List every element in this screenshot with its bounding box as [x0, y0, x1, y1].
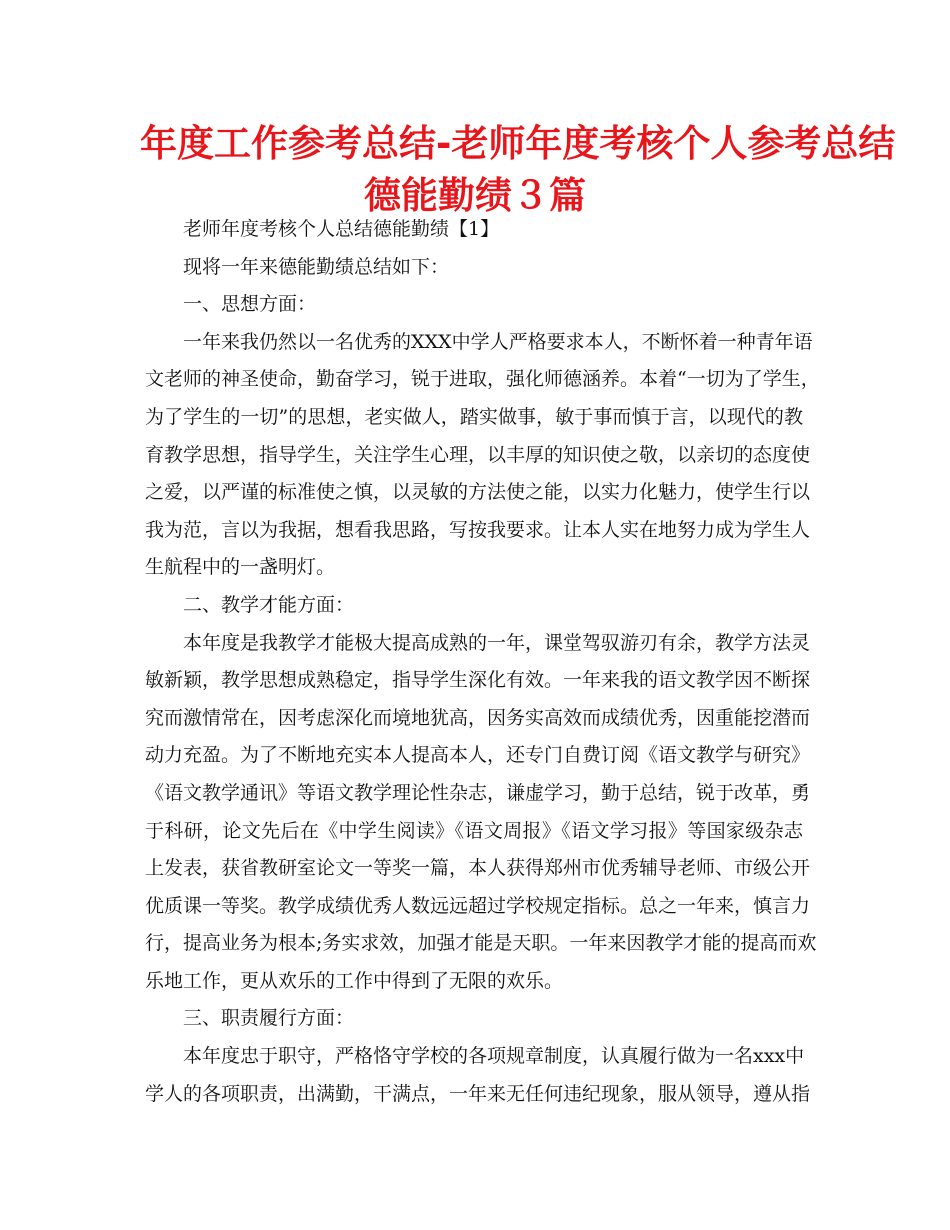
body-paragraph — [145, 1038, 811, 1113]
text-line: 乐地工作，更从欢乐的工作中得到了无限的欢乐。 — [145, 969, 564, 992]
document-body — [145, 211, 820, 1113]
text-line: 一、思想方面： — [183, 293, 317, 316]
text-line: 上发表，获省教研室论文一等奖一篇，本人获得郑州市优秀辅导老师、市级公开 — [145, 857, 811, 880]
text-line: 一年来我仍然以一名优秀的XXX中学人严格要求本人，不断怀着一种青年语 — [183, 330, 813, 353]
text-line: 学人的各项职责，出满勤，干满点，一年来无任何违纪现象，服从领导，遵从指 — [145, 1082, 811, 1105]
title-line: 德能勤绩３篇 — [364, 174, 586, 217]
section-heading — [145, 587, 803, 625]
section-heading — [145, 1000, 803, 1038]
text-line: 二、教学才能方面： — [183, 593, 355, 616]
text-line: 本年度是我教学才能极大提高成熟的一年，课堂驾驭游刃有余，教学方法灵 — [183, 631, 811, 654]
body-paragraph — [145, 324, 820, 587]
text-line: 《语文教学通讯》等语文教学理论性杂志，谦虚学习，勤于总结，锐于改革，勇 — [145, 781, 811, 804]
text-line: 本年度忠于职守，严格恪守学校的各项规章制度，认真履行做为一名xxx中 — [183, 1045, 805, 1068]
text-line: 之爱，以严谨的标准使之慎，以灵敏的方法使之能，以实力化魅力，使学生行以 — [145, 481, 811, 504]
text-line: 优质课一等奖。教学成绩优秀人数远远超过学校规定指标。总之一年来，慎言力 — [145, 894, 811, 917]
text-line: 为了学生的一切”的思想，老实做人，踏实做事，敏于事而慎于言，以现代的教 — [145, 405, 803, 428]
text-line: 我为范，言以为我据，想看我思路，写按我要求。让本人实在地努力成为学生人 — [145, 518, 811, 541]
document-title — [140, 118, 896, 222]
text-line: 动力充盈。为了不断地充实本人提高本人，还专门自费订阅《语文教学与研究》 — [145, 744, 811, 767]
intro-paragraph — [145, 249, 803, 287]
text-line: 敏新颖，教学思想成熟稳定，指导学生深化有效。一年来我的语文教学因不断探 — [145, 669, 811, 692]
body-paragraph — [145, 625, 817, 1001]
text-line: 现将一年来德能勤绩总结如下： — [183, 255, 450, 278]
text-line: 行，提高业务为根本;务实求效，加强才能是天职。一年来因教学才能的提高而欢 — [145, 932, 817, 955]
section-heading — [145, 286, 803, 324]
text-line: 文老师的神圣使命，勤奋学习，锐于进取，强化师德涵养。本着“一切为了学生， — [145, 368, 820, 391]
text-line: 究而激情常在，因考虑深化而境地犹高，因务实高效而成绩优秀，因重能挖潜而 — [145, 706, 811, 729]
text-line: 生航程中的一盏明灯。 — [145, 556, 336, 579]
text-line: 育教学思想，指导学生，关注学生心理，以丰厚的知识使之敬，以亲切的态度使 — [145, 443, 811, 466]
text-line: 于科研，论文先后在《中学生阅读》《语文周报》《语文学习报》等国家级杂志 — [145, 819, 803, 842]
text-line: 老师年度考核个人总结德能勤绩【1】 — [183, 218, 500, 240]
title-line: 年度工作参考总结-老师年度考核个人参考总结 — [140, 122, 896, 165]
subtitle-paragraph — [145, 211, 803, 249]
text-line: 三、职责履行方面： — [183, 1007, 355, 1030]
